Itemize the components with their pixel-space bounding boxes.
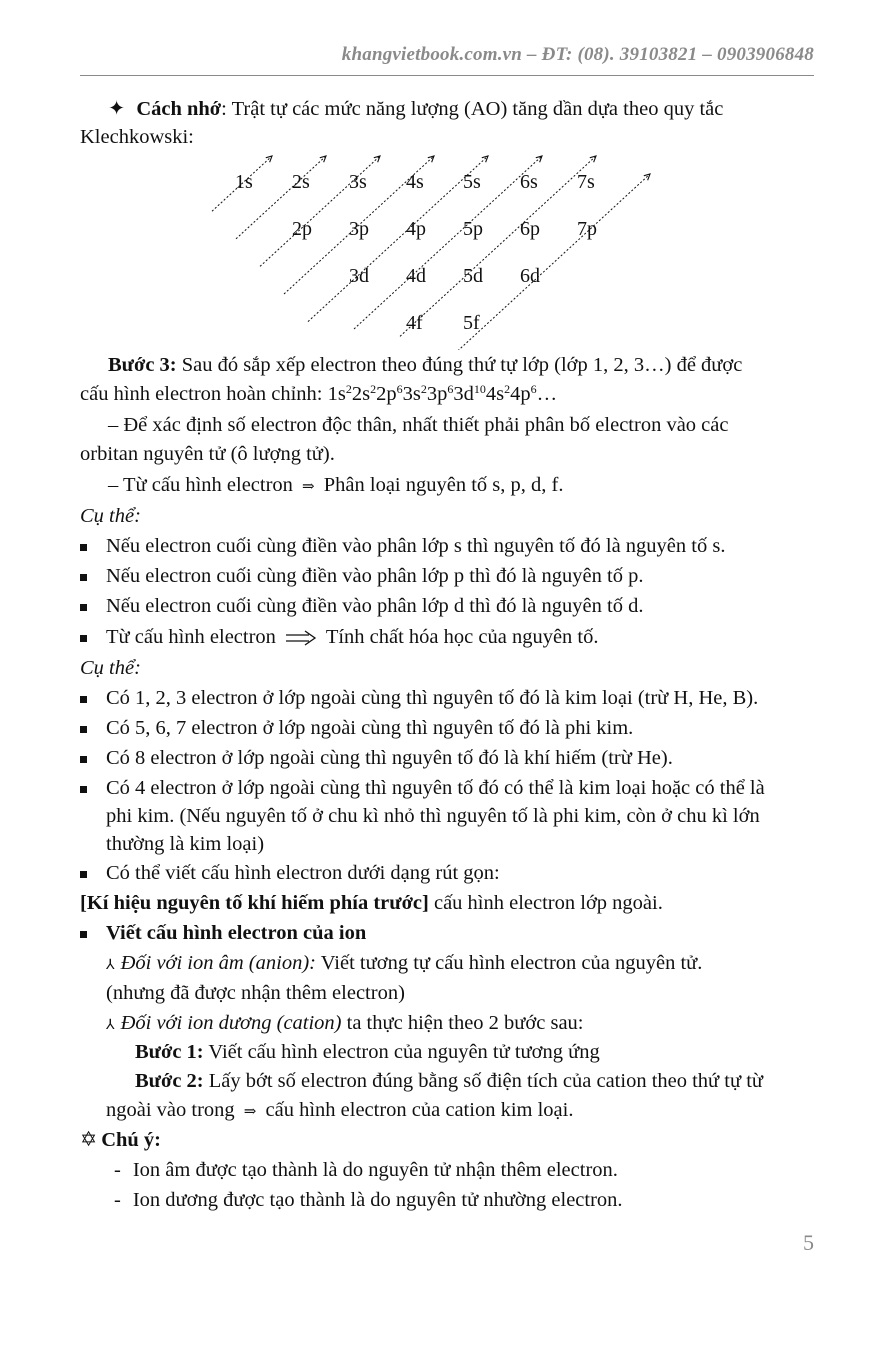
intro-text-1: : Trật tự các mức năng lượng (AO) tăng dần dựa theo quy tắc xyxy=(221,98,724,120)
orbital-label: 2p xyxy=(292,218,312,240)
orbital-label: 3p xyxy=(349,218,369,240)
config-term: $4p^6$ xyxy=(510,382,537,405)
para-1-line-1: – Để xác định số electron độc thân, nhất thiết phải phân bố electron vào các xyxy=(108,414,729,436)
step2-cont-a: ngoài vào trong xyxy=(106,1099,235,1121)
double-arrow-icon xyxy=(285,630,317,646)
triangle-marker-icon: ⅄ xyxy=(106,1018,115,1033)
bullet-icon xyxy=(80,869,87,881)
orbital-label: 4d xyxy=(406,265,426,287)
step3-line-1 xyxy=(108,352,742,378)
config-term: $1s^2$ xyxy=(327,382,352,405)
bullet-icon xyxy=(80,784,87,796)
list2-item: Có thể viết cấu hình electron dưới dạng rút gọn: xyxy=(106,862,500,884)
anion-line xyxy=(106,950,702,979)
implies-icon: ⇒ xyxy=(302,479,315,495)
bullet-icon xyxy=(80,929,87,941)
page-header: khangvietbook.com.vn – ĐT: (08). 39103821 – 0903906848 xyxy=(341,44,814,65)
orbital-label: 4p xyxy=(406,218,426,240)
orbital-label: 7p xyxy=(577,218,597,240)
step3-prefix: cấu hình electron hoàn chỉnh: xyxy=(80,383,328,405)
cation-text: ta thực hiện theo 2 bước sau: xyxy=(341,1012,584,1034)
step3-label: Bước 3: xyxy=(108,354,177,376)
diagonal-arrow xyxy=(400,156,596,336)
orbital-label: 5d xyxy=(463,265,483,287)
bullet-icon xyxy=(80,633,87,645)
cation-step-2-cont xyxy=(106,1097,573,1125)
ion-title: Viết cấu hình electron của ion xyxy=(106,922,367,944)
step1-label: Bước 1: xyxy=(135,1041,204,1063)
list2-item: Có 4 electron ở lớp ngoài cùng thì nguyên tố đó có thể là kim loại hoặc có thể là xyxy=(106,777,765,799)
orbital-label: 5f xyxy=(463,312,480,334)
orbital-label: 4f xyxy=(406,312,423,334)
list2-item: Có 5, 6, 7 electron ở lớp ngoài cùng thì nguyên tố đó là phi kim. xyxy=(106,717,634,739)
short-config-line xyxy=(80,890,663,916)
config-term: $3s^2$ xyxy=(402,382,427,405)
note-title: Chú ý xyxy=(101,1129,155,1151)
intro-line-2: Klechkowski: xyxy=(80,126,194,148)
anion-text: Viết tương tự cấu hình electron của nguyên tử. xyxy=(315,952,703,974)
chem-b: Tính chất hóa học của nguyên tố. xyxy=(325,626,599,648)
config-term: $3p^6$ xyxy=(426,382,454,405)
orbital-label: 2s xyxy=(292,171,310,193)
bullet-icon xyxy=(80,542,87,554)
orbital-label: 7s xyxy=(577,171,595,193)
config-term: $4s^2$ xyxy=(485,382,511,405)
step3-text: Sau đó sắp xếp electron theo đúng thứ tự lớp (lớp 1, 2, 3…) để được xyxy=(176,354,743,376)
list1-item: Nếu electron cuối cùng điền vào phân lớp d thì đó là nguyên tố d. xyxy=(106,595,644,617)
config-term: $2p^6$ xyxy=(376,382,403,405)
chem-a: Từ cấu hình electron xyxy=(106,626,276,648)
step1-text: Viết cấu hình electron của nguyên tử tương ứng xyxy=(203,1041,600,1063)
orbital-label: 1s xyxy=(235,171,253,193)
star-of-david-icon: ✡ xyxy=(80,1129,98,1151)
list1-item: Nếu electron cuối cùng điền vào phân lớp p thì đó là nguyên tố p. xyxy=(106,565,644,587)
note-item: - Ion âm được tạo thành là do nguyên tử nhận thêm electron. xyxy=(114,1159,618,1181)
orbital-label: 5s xyxy=(463,171,481,193)
electron-configuration xyxy=(328,383,537,405)
intro-line-1 xyxy=(108,96,723,122)
orbital-label: 5p xyxy=(463,218,483,240)
para-2-b: Phân loại nguyên tố s, p, d, f. xyxy=(323,474,564,496)
bullet-icon xyxy=(80,754,87,766)
triangle-marker-icon: ⅄ xyxy=(106,958,115,973)
list2-item: Có 8 electron ở lớp ngoài cùng thì nguyên tố đó là khí hiếm (trừ He). xyxy=(106,747,673,769)
note-item: - Ion dương được tạo thành là do nguyên tử nhường electron. xyxy=(114,1189,623,1211)
diagonal-arrow xyxy=(236,156,326,239)
bullet-icon xyxy=(80,724,87,736)
cation-step-1 xyxy=(135,1039,600,1065)
orbital-label: 6d xyxy=(520,265,540,287)
para-1-line-2: orbitan nguyên tử (ô lượng tử). xyxy=(80,443,335,465)
diamond-icon: ✦ xyxy=(108,98,126,120)
list2-item-cont: thường là kim loại) xyxy=(106,833,265,855)
step2-label: Bước 2: xyxy=(135,1070,204,1092)
list1-item: Nếu electron cuối cùng điền vào phân lớp s thì nguyên tố đó là nguyên tố s. xyxy=(106,535,726,557)
cation-step-2 xyxy=(135,1068,763,1094)
intro-bold: Cách nhớ xyxy=(136,98,222,120)
cuthe-heading-2: Cụ thể: xyxy=(80,657,141,679)
anion-line-2: (nhưng đã được nhận thêm electron) xyxy=(106,982,405,1004)
bullet-icon xyxy=(80,602,87,614)
cation-label: Đối với ion dương (cation) xyxy=(120,1012,342,1034)
anion-label: Đối với ion âm (anion): xyxy=(120,952,316,974)
klechkowski-diagram xyxy=(200,150,660,350)
note-heading: ✡ Chú ý: xyxy=(80,1129,161,1151)
page-number: 5 xyxy=(803,1230,814,1255)
orbital-label: 6s xyxy=(520,171,538,193)
orbital-label: 6p xyxy=(520,218,540,240)
bullet-icon xyxy=(80,572,87,584)
orbital-label: 3d xyxy=(349,265,369,287)
step2-text: Lấy bớt số electron đúng bằng số điện tích của cation theo thứ tự từ xyxy=(203,1070,764,1092)
orbital-label: 4s xyxy=(406,171,424,193)
diagonal-arrow xyxy=(354,156,542,329)
header-rule xyxy=(80,75,814,76)
config-ellipsis: … xyxy=(536,383,558,405)
para-2-a: – Từ cấu hình electron xyxy=(108,474,293,496)
para-2 xyxy=(108,472,563,500)
cation-line xyxy=(106,1010,584,1039)
list2-item: Có 1, 2, 3 electron ở lớp ngoài cùng thì nguyên tố đó là kim loại (trừ H, He, B). xyxy=(106,687,759,709)
list2-item-cont: phi kim. (Nếu nguyên tố ở chu kì nhỏ thì nguyên tố là phi kim, còn ở chu kì lớn xyxy=(106,805,760,827)
diagonal-arrow xyxy=(308,156,488,322)
bullet-icon xyxy=(80,694,87,706)
orbital-label: 3s xyxy=(349,171,367,193)
short-config-bold: [Kí hiệu nguyên tố khí hiếm phía trước] xyxy=(80,892,429,914)
step2-cont-b: cấu hình electron của cation kim loại. xyxy=(265,1099,574,1121)
step3-line-2 xyxy=(80,381,557,407)
cuthe-heading-1: Cụ thể: xyxy=(80,505,141,527)
chem-line xyxy=(106,624,599,650)
config-term: $2s^2$ xyxy=(351,382,377,405)
implies-icon: ⇒ xyxy=(243,1104,257,1120)
config-term: $3d^{10}$ xyxy=(453,382,486,405)
short-config-rest: cấu hình electron lớp ngoài. xyxy=(428,892,663,914)
